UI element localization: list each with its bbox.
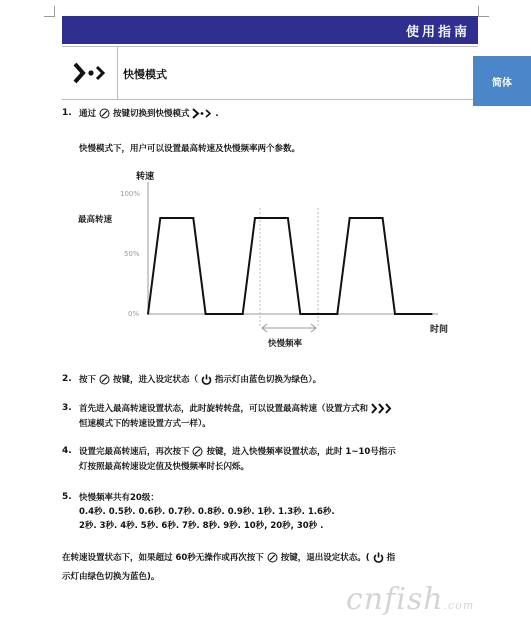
curve-point	[431, 313, 433, 315]
power-knob-icon	[99, 374, 110, 385]
item-number: 3.	[62, 403, 72, 413]
y-axis-label: 转速	[136, 172, 155, 182]
slow-fast-mode-icon	[192, 108, 212, 119]
page-corner-mark	[478, 6, 489, 17]
speed-curve-series	[148, 218, 432, 314]
item4-text-a: 设置完最高转速后，再次按下	[79, 447, 190, 457]
power-knob-icon	[99, 108, 110, 119]
power-icon	[201, 374, 212, 385]
item4-text-b: 按键，进入快慢频率设置状态，此时 1~10号指示	[206, 447, 396, 457]
y-tick-label-100: 100%	[120, 190, 141, 198]
item-number: 5.	[62, 492, 72, 502]
footer-text-b: 按键，退出设定状态。(	[280, 553, 370, 563]
footer-text-a: 在转速设置状态下，如果超过 60秒无操作或再次按下	[62, 553, 264, 563]
site-watermark	[346, 582, 474, 617]
page-corner-mark	[44, 6, 55, 17]
item-number: 4.	[62, 446, 72, 456]
power-icon	[373, 552, 384, 563]
curve-point	[287, 217, 289, 219]
interval-label: 快慢频率	[268, 339, 303, 349]
tab-label: 简体	[492, 77, 512, 89]
watermark-main: cnfish	[346, 582, 444, 617]
footer-text-c: 指	[386, 553, 396, 563]
slow-fast-mode-icon	[62, 47, 117, 99]
curve-point	[299, 313, 301, 315]
item3-line1	[79, 401, 393, 417]
curve-point	[337, 313, 339, 315]
item1-text-a: 通过	[79, 109, 97, 119]
item3-line1-text: 首先进入最高转速设置状态，此时旋转转盘，可以设置最高转速（设置方式和	[79, 404, 369, 414]
item3-line2: 恒速模式下的转速设置方式一样）。	[79, 419, 211, 429]
max-speed-label: 最高转速	[78, 215, 113, 225]
curve-point	[254, 217, 256, 219]
footer-line2: 示灯由绿色切换为蓝色)。	[62, 572, 160, 582]
item5-title: 快慢频率共有20级：	[79, 493, 159, 503]
item2-text-c: 指示灯由蓝色切换为绿色）。	[214, 375, 322, 385]
power-knob-icon	[267, 552, 278, 563]
curve-point	[242, 313, 244, 315]
curve-point	[394, 313, 396, 315]
tab-simplified-chinese[interactable]	[473, 56, 531, 106]
power-knob-icon	[192, 446, 203, 457]
item1-text-b: 按键切换到快慢模式	[112, 109, 190, 119]
item4-line2: 灯按照最高转速设定值及快慢频率时长闪烁。	[79, 462, 250, 472]
item2-text-a: 按下	[79, 375, 97, 385]
interval-arrow	[262, 324, 316, 332]
speed-time-chart	[70, 168, 470, 358]
x-axis-label: 时间	[430, 325, 449, 335]
footer-line1	[62, 550, 395, 566]
header-title: 使用指南	[405, 25, 470, 40]
section-header	[62, 46, 478, 100]
watermark-suffix: .com	[443, 599, 475, 612]
curve-point	[160, 217, 162, 219]
item4-line1	[79, 444, 396, 460]
item1-text-c: .	[215, 109, 219, 119]
y-tick-label-50: 50%	[124, 250, 140, 258]
curve-point	[147, 313, 149, 315]
header-bar	[62, 16, 478, 44]
item2-text-b: 按键，进入设定状态（	[112, 375, 198, 385]
constant-speed-mode-icon	[371, 403, 393, 414]
curve-point	[382, 217, 384, 219]
section-icon-cell	[62, 47, 118, 99]
item-number: 2.	[62, 374, 72, 384]
item-number: 1.	[62, 108, 72, 118]
curve-point	[205, 313, 207, 315]
item5-row1: 0.4秒. 0.5秒. 0.6秒. 0.7秒. 0.8秒. 0.9秒. 1秒. 1.3秒. 1.6秒.	[79, 507, 335, 517]
item1-text	[79, 106, 219, 122]
curve-point	[192, 217, 194, 219]
section-title: 快慢模式	[123, 68, 167, 81]
curve-point	[349, 217, 351, 219]
y-tick-label-0: 0%	[128, 310, 140, 318]
item5-row2: 2秒. 3秒. 4秒. 5秒. 6秒. 7秒. 8秒. 9秒. 10秒, 20秒, 30秒 .	[79, 521, 324, 531]
item1-subtext: 快慢模式下，用户可以设置最高转速及快慢频率两个参数。	[79, 144, 301, 154]
item2-text	[79, 372, 321, 388]
